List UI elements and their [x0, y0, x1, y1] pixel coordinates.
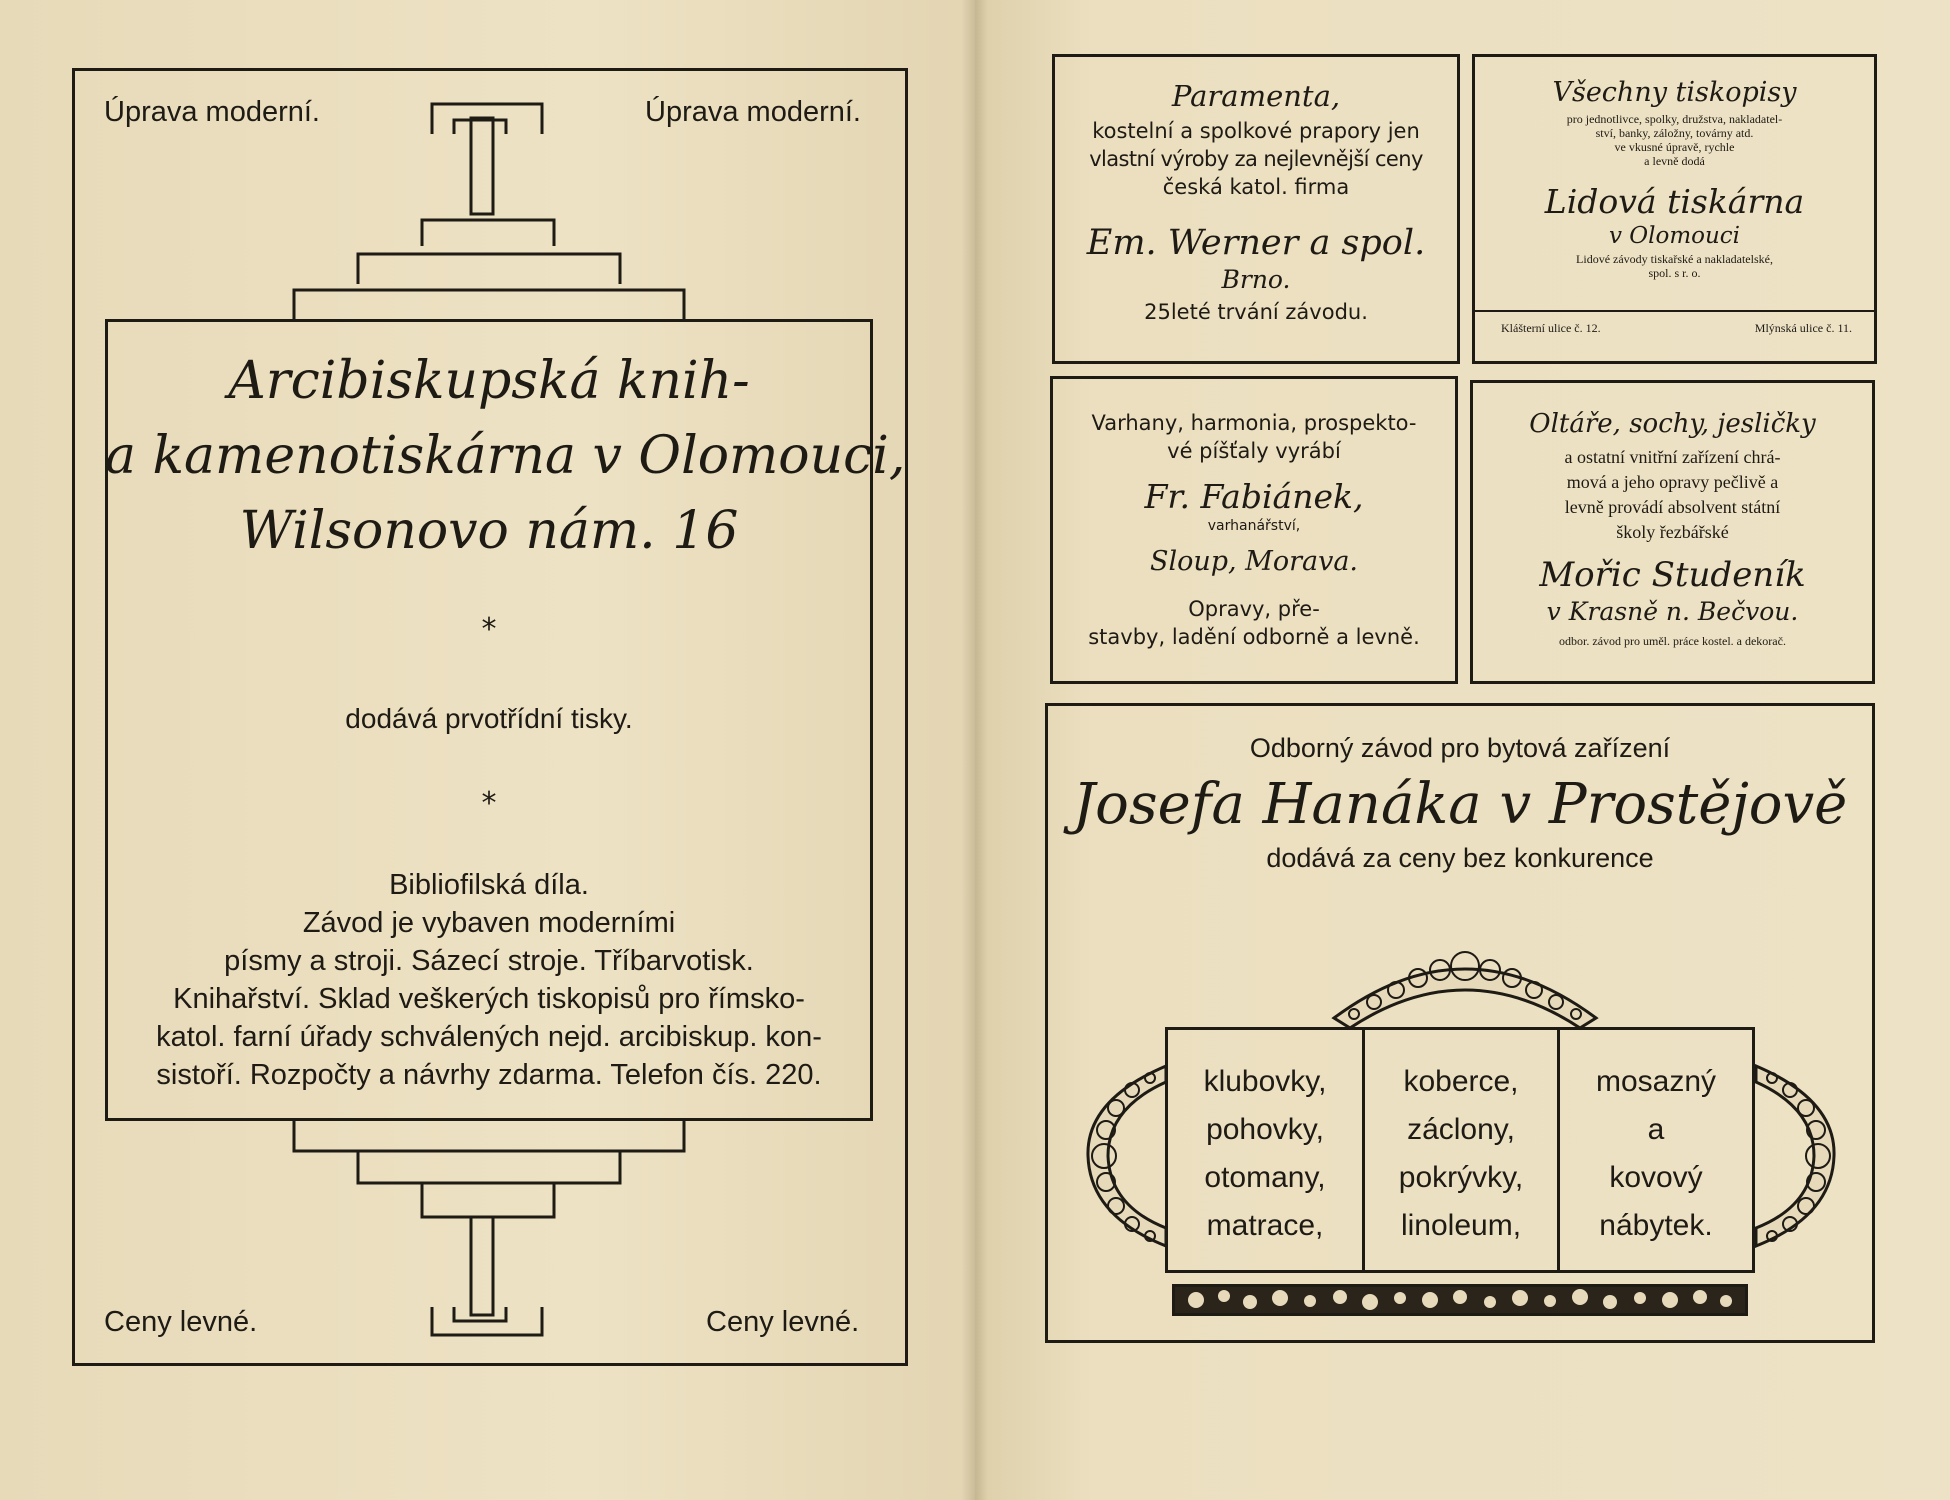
furniture-item: mosazný	[1595, 1065, 1717, 1098]
tiskopisy-divider	[1475, 310, 1874, 312]
oltare-footer: odbor. závod pro uměl. práce kostel. a dekorač.	[1559, 634, 1786, 648]
tiskopisy-address-right: Mlýnská ulice č. 11.	[1754, 321, 1852, 335]
varhany-text-line: vé píšťaly vyrábí	[1167, 439, 1341, 463]
furniture-item: a	[1647, 1113, 1665, 1146]
ad-tiskopisy	[1472, 54, 1877, 364]
tiskopisy-text-line: ství, banky, záložny, továrny atd.	[1595, 126, 1754, 140]
oltare-text	[1473, 445, 1872, 545]
furniture-item: pokrývky,	[1398, 1161, 1524, 1194]
furniture-item: otomany,	[1204, 1161, 1326, 1194]
left-ad-subtitle: dodává prvotřídní tisky.	[345, 703, 633, 734]
decorative-band	[1172, 1284, 1748, 1316]
oltare-heading: Oltáře, sochy, jesličky	[1529, 409, 1816, 439]
varhany-footer-line: stavby, ladění odborně a levně.	[1088, 625, 1420, 649]
body-line-1: Bibliofilská díla.	[389, 869, 589, 901]
paramenta-heading: Paramenta,	[1171, 79, 1341, 113]
bottom-ornament	[280, 1121, 700, 1341]
furniture-column-2	[1362, 1027, 1560, 1273]
oltare-text-line: mová a jeho opravy pečlivě a	[1566, 472, 1779, 492]
tiskopisy-sub-line: Lidové závody tiskařské a nakladatelské,	[1576, 252, 1773, 266]
oltare-text-line: levně provádí absolvent státní	[1564, 497, 1781, 517]
varhany-text	[1053, 409, 1455, 465]
oltare-firm: Mořic Studeník	[1539, 555, 1806, 595]
body-line-3: písmy a stroji. Sázecí stroje. Tříbarvotisk.	[224, 945, 754, 977]
hanak-firm: Josefa Hanáka v Prostějově	[1072, 772, 1848, 837]
varhany-footer-line: Opravy, pře-	[1188, 597, 1320, 621]
ad-paramenta	[1052, 54, 1460, 364]
varhany-trade: varhanářství,	[1207, 518, 1301, 534]
varhany-footer	[1053, 595, 1455, 651]
furniture-item: pohovky,	[1206, 1113, 1324, 1146]
tiskopisy-sub	[1475, 252, 1874, 280]
ad-oltare	[1470, 380, 1875, 684]
tiskopisy-city: v Olomouci	[1608, 223, 1741, 249]
paramenta-footer: 25leté trvání závodu.	[1144, 300, 1368, 324]
oltare-text-line: školy řezbářské	[1616, 522, 1729, 542]
left-ad-body	[105, 866, 873, 1094]
furniture-item: koberce,	[1403, 1065, 1519, 1098]
paramenta-text-line: kostelní a spolkové prapory jen	[1092, 119, 1420, 143]
garland-left-ornament	[1082, 1060, 1170, 1250]
body-line-5: katol. farní úřady schválených nejd. arcibiskup. kon-	[156, 1021, 822, 1053]
tiskopisy-firm: Lidová tiskárna	[1544, 182, 1805, 221]
paramenta-city: Brno.	[1221, 265, 1291, 294]
paramenta-text-line: česká katol. firma	[1162, 175, 1350, 199]
furniture-column-3	[1557, 1027, 1755, 1273]
paramenta-text-line: vlastní výroby za nejlevnější ceny	[1089, 147, 1423, 171]
top-ornament	[280, 96, 700, 322]
hanak-sub-line: dodává za ceny bez konkurence	[1266, 843, 1654, 873]
corner-text-top-left: Úprava moderní.	[104, 96, 320, 128]
star-ornament-2: *	[481, 786, 497, 821]
hanak-top-line: Odborný závod pro bytová zařízení	[1249, 733, 1671, 763]
ad-varhany	[1050, 376, 1458, 684]
book-gutter	[962, 0, 988, 1500]
furniture-column-1	[1165, 1027, 1365, 1273]
tiskopisy-text-line: ve vkusné úpravě, rychle	[1614, 140, 1735, 154]
title-line-1: Arcibiskupská knih-	[228, 351, 750, 411]
varhany-text-line: Varhany, harmonia, prospekto-	[1091, 411, 1417, 435]
body-line-6: sistoří. Rozpočty a návrhy zdarma. Telefon čís. 220.	[156, 1059, 822, 1091]
furniture-item: nábytek.	[1599, 1209, 1713, 1242]
furniture-item: kovový	[1609, 1161, 1703, 1194]
title-line-3: Wilsonovo nám. 16	[239, 501, 739, 561]
corner-text-bottom-left: Ceny levné.	[104, 1306, 258, 1338]
varhany-firm: Fr. Fabiánek,	[1144, 477, 1364, 516]
title-line-2: a kamenotiskárna v Olomouci,	[105, 426, 906, 486]
oltare-city: v Krasně n. Bečvou.	[1546, 597, 1799, 626]
furniture-item: klubovky,	[1203, 1065, 1327, 1098]
tiskopisy-text	[1475, 112, 1874, 168]
star-ornament-1: *	[481, 612, 497, 647]
oltare-text-line: a ostatní vnitřní zařízení chrá-	[1564, 447, 1781, 467]
corner-text-bottom-right: Ceny levné.	[706, 1306, 860, 1338]
arch-ornament	[1330, 940, 1600, 1032]
furniture-item: záclony,	[1407, 1113, 1515, 1146]
corner-text-top-right: Úprava moderní.	[645, 96, 861, 128]
furniture-item: linoleum,	[1400, 1209, 1522, 1242]
tiskopisy-sub-line: spol. s r. o.	[1648, 266, 1701, 280]
tiskopisy-text-line: pro jednotlivce, spolky, družstva, nakladatel-	[1566, 112, 1783, 126]
garland-right-ornament	[1752, 1060, 1840, 1250]
furniture-item: matrace,	[1206, 1209, 1324, 1242]
paramenta-firm: Em. Werner a spol.	[1086, 223, 1426, 263]
varhany-city: Sloup, Morava.	[1149, 546, 1359, 577]
tiskopisy-address-left: Klášterní ulice č. 12.	[1501, 321, 1601, 335]
body-line-4: Knihařství. Sklad veškerých tiskopisů pro římsko-	[173, 983, 805, 1015]
tiskopisy-text-line: a levně dodá	[1644, 154, 1705, 168]
paramenta-text	[1055, 117, 1457, 201]
body-line-2: Závod je vybaven moderními	[302, 907, 676, 939]
left-ad-title	[105, 344, 906, 569]
tiskopisy-heading: Všechny tiskopisy	[1552, 77, 1797, 108]
